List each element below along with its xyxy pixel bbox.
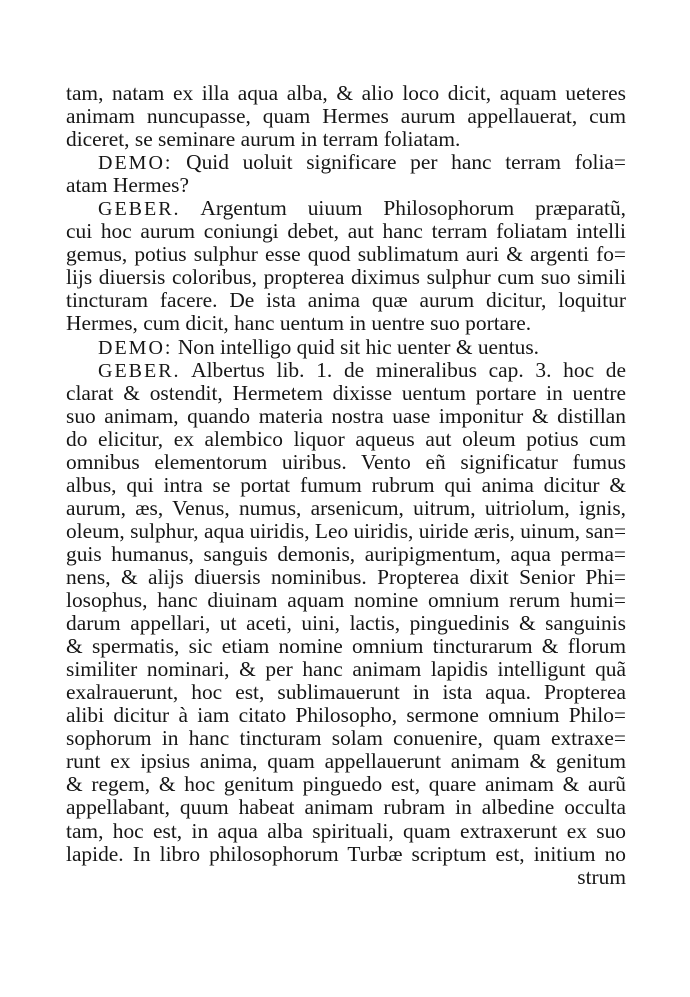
line-text: suo animam, quando materia nostra uase imponitur & distillan — [66, 403, 626, 428]
text-line — [66, 658, 626, 681]
text-line — [66, 612, 626, 635]
line-text: atam Hermes? — [66, 173, 189, 198]
line-text: cui hoc aurum coniungi debet, aut hanc terram foliatam intelli — [66, 219, 626, 244]
line-text: lijs diuersis coloribus, propterea diximus sulphur cum suo simili — [66, 265, 626, 290]
line-text: tincturam facere. De ista anima quæ aurum dicitur, loquitur — [66, 288, 626, 313]
text-line — [66, 336, 626, 359]
text-line — [66, 727, 626, 750]
text-line — [66, 866, 626, 889]
line-text: sophorum in hanc tincturam solam conuenire, quam extraxe= — [66, 726, 626, 751]
text-line — [66, 382, 626, 405]
line-text: diceret, se seminare aurum in terram foliatam. — [66, 127, 461, 152]
text-line — [66, 843, 626, 866]
text-line — [66, 174, 626, 197]
line-text: Hermes, cum dicit, hanc uentum in uentre suo portare. — [66, 311, 532, 336]
page-body-text — [66, 82, 626, 889]
text-line — [66, 796, 626, 819]
line-text: clarat & ostendit, Hermetem dixisse uentum portare in uentre — [66, 380, 626, 405]
line-text: runt ex ipsius anima, quam appellauerunt animam & genitum — [66, 749, 626, 774]
line-text: strum — [577, 864, 626, 889]
speaker-label: DEMO: — [98, 152, 173, 175]
line-text: Quid uoluit significare per hanc terram folia= — [186, 150, 626, 175]
text-line — [66, 105, 626, 128]
line-text: appellabant, quum habeat animam rubram in albedine occulta — [66, 795, 626, 820]
text-line — [66, 635, 626, 658]
text-line — [66, 428, 626, 451]
text-line — [66, 243, 626, 266]
line-text: guis humanus, sanguis demonis, auripigmentum, aqua perma= — [66, 541, 626, 566]
line-text: aurum, æs, Venus, numus, arsenicum, uitrum, uitriolum, ignis, — [66, 495, 626, 520]
line-text: gemus, potius sulphur esse quod sublimatum auri & argenti fo= — [66, 242, 626, 267]
line-text: animam nuncupasse, quam Hermes aurum appellauerat, cum — [66, 104, 626, 129]
line-text: similiter nominari, & per hanc animam lapidis intelligunt quã — [66, 657, 626, 682]
line-text: losophus, hanc diuinam aquam nomine omnium rerum humi= — [66, 588, 626, 613]
speaker-label: GEBER. — [98, 198, 181, 221]
speaker-label: GEBER. — [98, 359, 181, 382]
text-line — [66, 773, 626, 796]
text-line — [66, 220, 626, 243]
line-text: exalrauerunt, hoc est, sublimauerunt in ista aqua. Propterea — [66, 680, 626, 705]
text-line — [66, 520, 626, 543]
speaker-label: DEMO: — [98, 336, 173, 359]
line-text: alibi dicitur à iam citato Philosopho, sermone omnium Philo= — [66, 703, 626, 728]
text-line — [66, 451, 626, 474]
text-line — [66, 566, 626, 589]
text-line — [66, 128, 626, 151]
text-line — [66, 681, 626, 704]
line-text: oleum, sulphur, aqua uiridis, Leo uiridis, uiride æris, uinum, san= — [66, 518, 626, 543]
line-text: omnibus elementorum uiribus. Vento eñ significatur fumus — [66, 449, 626, 474]
line-text: tam, hoc est, in aqua alba spirituali, quam extraxerunt ex suo — [66, 818, 626, 843]
text-line — [66, 289, 626, 312]
line-text: Albertus lib. 1. de mineralibus cap. 3. hoc de — [191, 357, 626, 382]
text-line — [66, 474, 626, 497]
text-line — [66, 312, 626, 335]
text-line — [66, 589, 626, 612]
line-text: tam, natam ex illa aqua alba, & alio loco dicit, aquam ueteres — [66, 81, 626, 105]
line-text: do elicitur, ex alembico liquor aqueus aut oleum potius cum — [66, 426, 626, 451]
text-line — [66, 704, 626, 727]
line-text: Non intelligo quid sit hic uenter & uentus. — [177, 334, 540, 359]
text-line — [66, 405, 626, 428]
line-text: darum appellari, ut aceti, uini, lactis, pinguedinis & sanguinis — [66, 611, 626, 636]
text-line — [66, 543, 626, 566]
text-line — [66, 750, 626, 773]
text-line — [66, 82, 626, 105]
text-line — [66, 197, 626, 220]
text-line — [66, 497, 626, 520]
text-line — [66, 359, 626, 382]
line-text: & regem, & hoc genitum pinguedo est, quare animam & aurũ — [66, 772, 626, 797]
line-text: Argentum uiuum Philosophorum præparatũ, — [200, 196, 627, 221]
line-text: & spermatis, sic etiam nomine omnium tincturarum & florum — [66, 634, 626, 659]
line-text: albus, qui intra se portat fumum rubrum qui anima dicitur & — [66, 472, 626, 497]
text-line — [66, 820, 626, 843]
text-line — [66, 151, 626, 174]
line-text: lapide. In libro philosophorum Turbæ scriptum est, initium no — [66, 841, 626, 866]
text-line — [66, 266, 626, 289]
line-text: nens, & alijs diuersis nominibus. Propterea dixit Senior Phi= — [66, 564, 626, 589]
